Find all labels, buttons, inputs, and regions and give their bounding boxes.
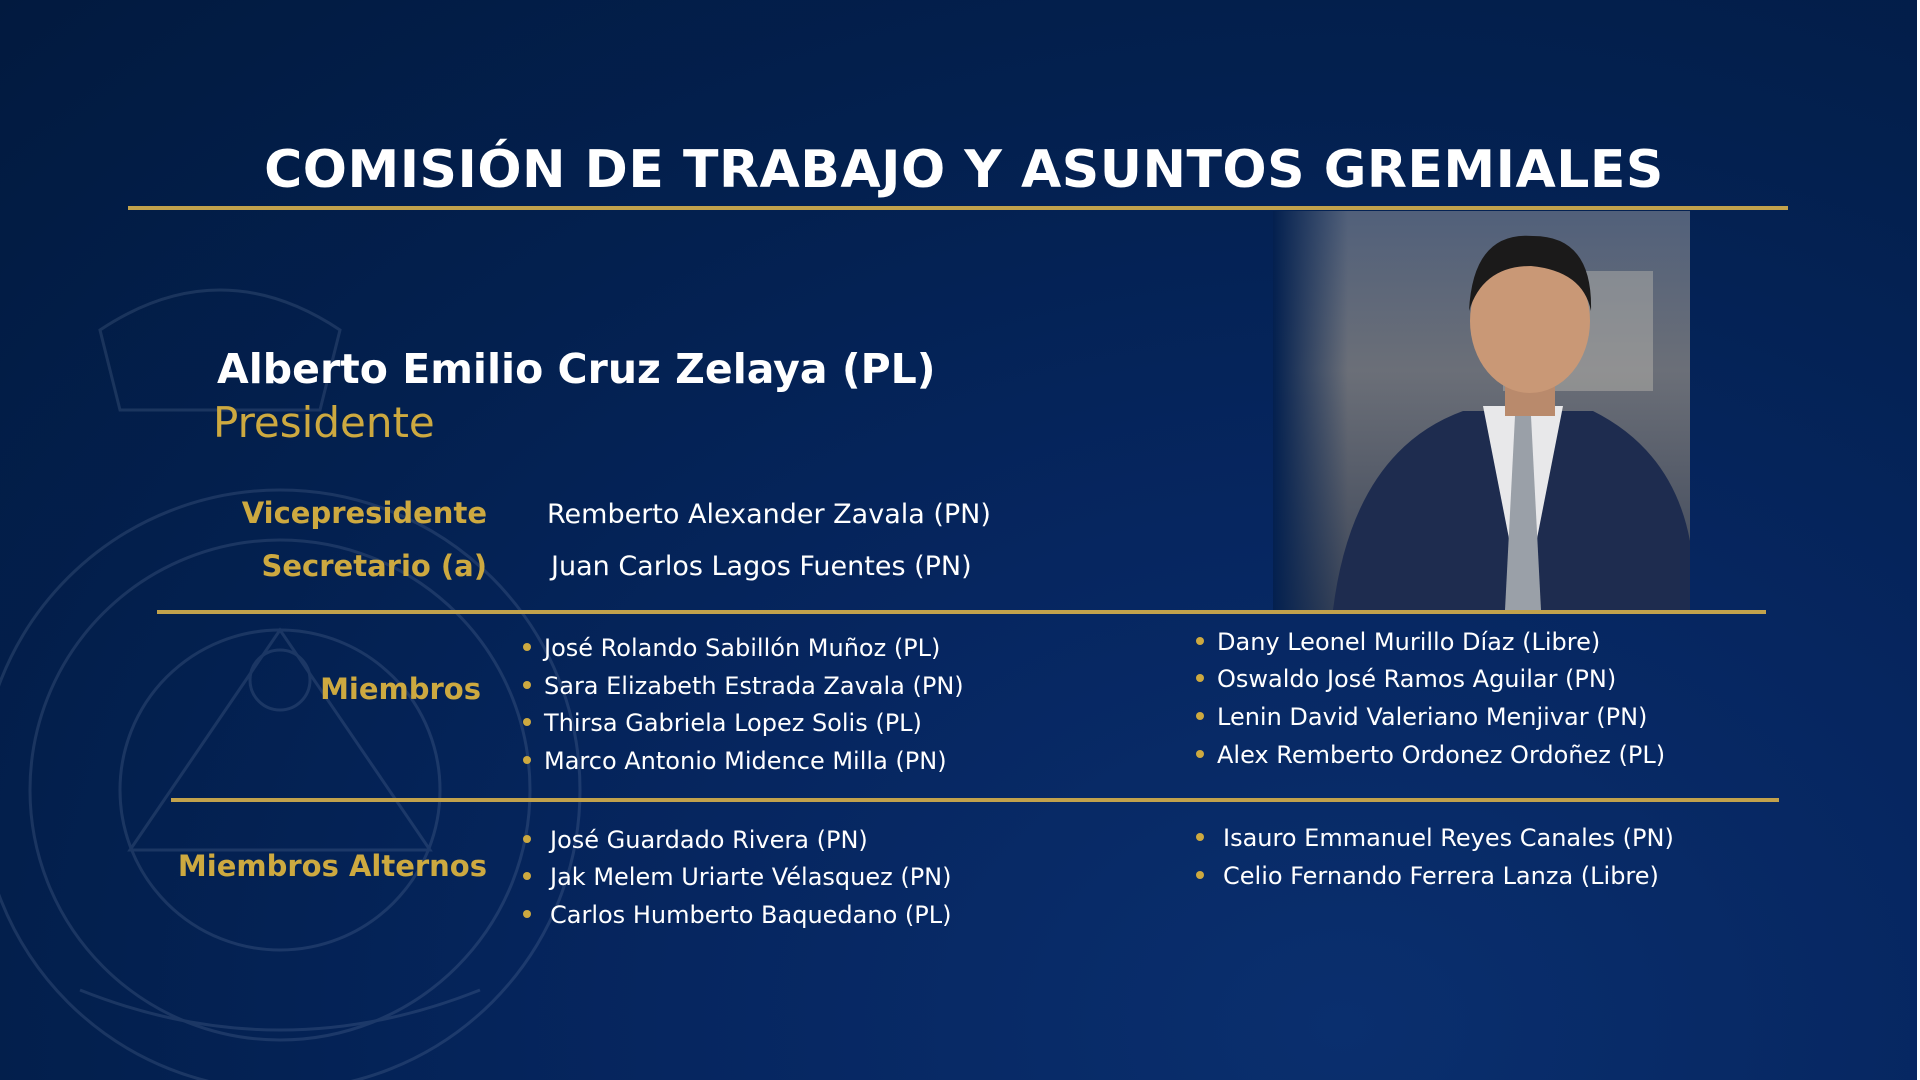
bullet-icon xyxy=(523,643,531,651)
list-item: Celio Fernando Ferrera Lanza (Libre) xyxy=(1196,862,1659,890)
list-item: Oswaldo José Ramos Aguilar (PN) xyxy=(1196,665,1616,693)
president-name: Alberto Emilio Cruz Zelaya (PL) xyxy=(217,345,936,393)
bullet-icon xyxy=(1196,833,1204,841)
secretary-label: Secretario (a) xyxy=(261,549,487,583)
list-item: José Rolando Sabillón Muñoz (PL) xyxy=(523,634,940,662)
list-item: José Guardado Rivera (PN) xyxy=(523,826,868,854)
list-item: Thirsa Gabriela Lopez Solis (PL) xyxy=(523,709,922,737)
bullet-icon xyxy=(1196,712,1204,720)
title-divider xyxy=(128,206,1788,210)
bullet-icon xyxy=(523,910,531,918)
vicepresident-label: Vicepresidente xyxy=(241,496,487,530)
members-label: Miembros xyxy=(320,672,481,706)
bullet-icon xyxy=(523,872,531,880)
list-item: Carlos Humberto Baquedano (PL) xyxy=(523,901,951,929)
secretary-name: Juan Carlos Lagos Fuentes (PN) xyxy=(551,551,972,582)
bullet-icon xyxy=(523,681,531,689)
list-item: Sara Elizabeth Estrada Zavala (PN) xyxy=(523,672,964,700)
list-item: Jak Melem Uriarte Vélasquez (PN) xyxy=(523,863,952,891)
bullet-icon xyxy=(1196,674,1204,682)
president-photo xyxy=(1273,211,1690,610)
list-item: Alex Remberto Ordonez Ordoñez (PL) xyxy=(1196,741,1665,769)
list-item: Isauro Emmanuel Reyes Canales (PN) xyxy=(1196,824,1674,852)
section-divider xyxy=(157,610,1766,614)
bullet-icon xyxy=(1196,750,1204,758)
list-item: Marco Antonio Midence Milla (PN) xyxy=(523,747,947,775)
section-divider xyxy=(171,798,1779,802)
list-item: Dany Leonel Murillo Díaz (Libre) xyxy=(1196,628,1600,656)
president-role: Presidente xyxy=(213,398,435,447)
bullet-icon xyxy=(523,756,531,764)
alternates-label: Miembros Alternos xyxy=(177,849,487,883)
bullet-icon xyxy=(1196,637,1204,645)
vicepresident-name: Remberto Alexander Zavala (PN) xyxy=(547,499,991,530)
page-title: COMISIÓN DE TRABAJO Y ASUNTOS GREMIALES xyxy=(264,140,1664,200)
bullet-icon xyxy=(523,835,531,843)
list-item: Lenin David Valeriano Menjivar (PN) xyxy=(1196,703,1647,731)
bullet-icon xyxy=(523,718,531,726)
bullet-icon xyxy=(1196,871,1204,879)
